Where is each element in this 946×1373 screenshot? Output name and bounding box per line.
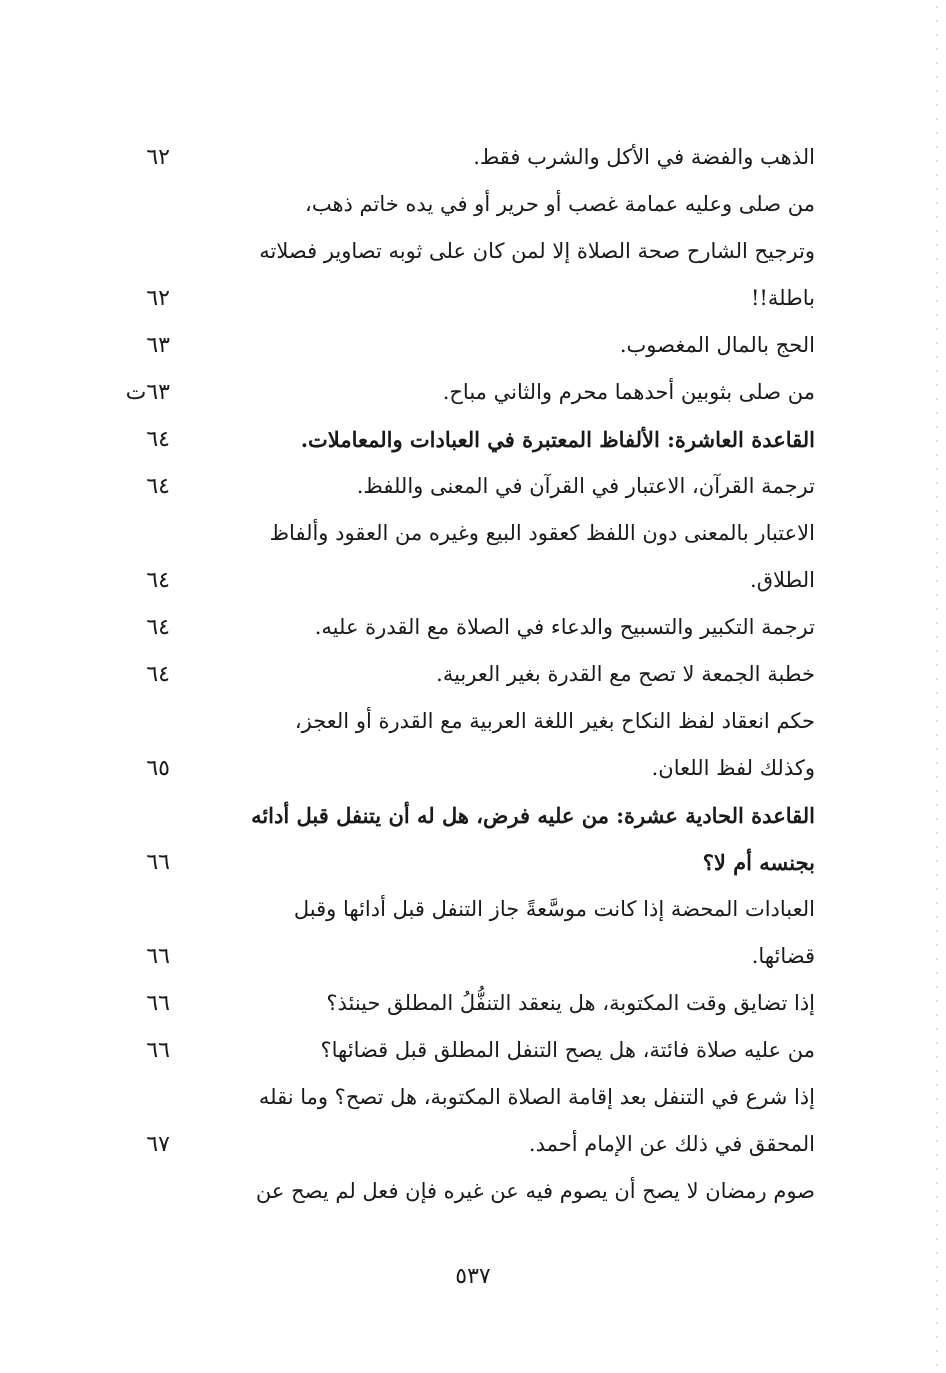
toc-entry-text: إذا تضايق وقت المكتوبة، هل ينعقد التنفُّلُ المطلق حينئذ؟ bbox=[326, 991, 815, 1015]
toc-entry-text: المحقق في ذلك عن الإمام أحمد. bbox=[528, 1132, 815, 1156]
toc-page-number: ٦٥ bbox=[146, 756, 170, 781]
toc-entry bbox=[100, 1074, 820, 1121]
toc-page-number: ٦٤ bbox=[146, 615, 170, 640]
toc-entry bbox=[100, 510, 820, 557]
toc-page-number: ٦٤ bbox=[146, 568, 170, 593]
toc-entry bbox=[100, 228, 820, 275]
toc-entry bbox=[100, 275, 820, 322]
toc-entry-text: ترجمة التكبير والتسبيح والدعاء في الصلاة مع القدرة عليه. bbox=[314, 615, 815, 639]
toc-page-number: ٦٢ bbox=[146, 145, 170, 170]
toc-entry-text: باطلة!! bbox=[750, 286, 815, 310]
page-number: ٥٣٧ bbox=[455, 1264, 491, 1289]
page-edge-marks bbox=[936, 0, 938, 1373]
toc-entry bbox=[100, 369, 820, 416]
toc-page-number: ٦٤ bbox=[146, 662, 170, 687]
toc-page-number: ٦٢ bbox=[146, 286, 170, 311]
toc-entry bbox=[100, 980, 820, 1027]
toc-page-number: ٦٦ bbox=[146, 850, 170, 875]
toc-entry-text: من صلى وعليه عمامة غصب أو حرير أو في يده خاتم ذهب، bbox=[305, 192, 815, 216]
toc-entry bbox=[100, 181, 820, 228]
toc-entry-text: خطبة الجمعة لا تصح مع القدرة بغير العربية. bbox=[436, 662, 815, 686]
toc-page-number: ٦٣ت bbox=[125, 380, 170, 405]
toc-entry bbox=[100, 698, 820, 745]
toc-entry bbox=[100, 839, 820, 886]
toc-page-number: ٦٧ bbox=[146, 1132, 170, 1157]
toc-page-number: ٦٦ bbox=[146, 944, 170, 969]
toc-page-number: ٦٤ bbox=[146, 474, 170, 499]
toc-entry bbox=[100, 651, 820, 698]
toc-entry bbox=[100, 1027, 820, 1074]
toc-entry-text: من صلى بثوبين أحدهما محرم والثاني مباح. bbox=[442, 380, 815, 404]
toc-entry bbox=[100, 604, 820, 651]
toc-entry-text: حكم انعقاد لفظ النكاح بغير اللغة العربية مع القدرة أو العجز، bbox=[294, 709, 815, 733]
toc-page-number: ٦٦ bbox=[146, 1038, 170, 1063]
toc-heading-text: القاعدة العاشرة: الألفاظ المعتبرة في العبادات والمعاملات. bbox=[300, 427, 815, 452]
toc-page-number: ٦٤ bbox=[146, 427, 170, 452]
toc-entry-text: صوم رمضان لا يصح أن يصوم فيه عن غيره فإن فعل لم يصح عن bbox=[255, 1179, 815, 1203]
toc-entry-text: ترجمة القرآن، الاعتبار في القرآن في المعنى واللفظ. bbox=[356, 474, 815, 498]
toc-entry-text: من عليه صلاة فائتة، هل يصح التنفل المطلق قبل قضائها؟ bbox=[320, 1038, 815, 1062]
toc-entry bbox=[100, 933, 820, 980]
toc-entry bbox=[100, 745, 820, 792]
toc-entry-text: الطلاق. bbox=[750, 568, 815, 592]
toc-page-number: ٦٣ bbox=[146, 333, 170, 358]
toc-entry bbox=[100, 886, 820, 933]
toc-entry-text: العبادات المحضة إذا كانت موسَّعةً جاز التنفل قبل أدائها وقبل bbox=[293, 897, 815, 921]
toc-entry bbox=[100, 134, 820, 181]
toc-entry bbox=[100, 792, 820, 839]
toc-heading-text: بجنسه أم لا؟ bbox=[702, 850, 815, 875]
toc-entry bbox=[100, 557, 820, 604]
toc-entry bbox=[100, 1121, 820, 1168]
toc-entry-text: الذهب والفضة في الأكل والشرب فقط. bbox=[473, 145, 815, 169]
toc-entry-text: الاعتبار بالمعنى دون اللفظ كعقود البيع وغيره من العقود وألفاظ bbox=[269, 521, 815, 545]
toc-entry-text: الحج بالمال المغصوب. bbox=[619, 333, 815, 357]
toc-entry bbox=[100, 416, 820, 463]
toc-entry-text: وترجيح الشارح صحة الصلاة إلا لمن كان على ثوبه تصاوير فصلاته bbox=[259, 239, 815, 263]
toc-entry-text: إذا شرع في التنفل بعد إقامة الصلاة المكتوبة، هل تصح؟ وما نقله bbox=[258, 1085, 815, 1109]
toc-heading-text: القاعدة الحادية عشرة: من عليه فرض، هل له أن يتنفل قبل أدائه bbox=[251, 803, 815, 828]
toc-entry-text: قضائها. bbox=[751, 944, 815, 968]
toc-entry-text: وكذلك لفظ اللعان. bbox=[651, 756, 815, 780]
toc-entry bbox=[100, 463, 820, 510]
toc-entry bbox=[100, 322, 820, 369]
toc-page-number: ٦٦ bbox=[146, 991, 170, 1016]
table-of-contents bbox=[100, 134, 820, 1215]
toc-entry bbox=[100, 1168, 820, 1215]
